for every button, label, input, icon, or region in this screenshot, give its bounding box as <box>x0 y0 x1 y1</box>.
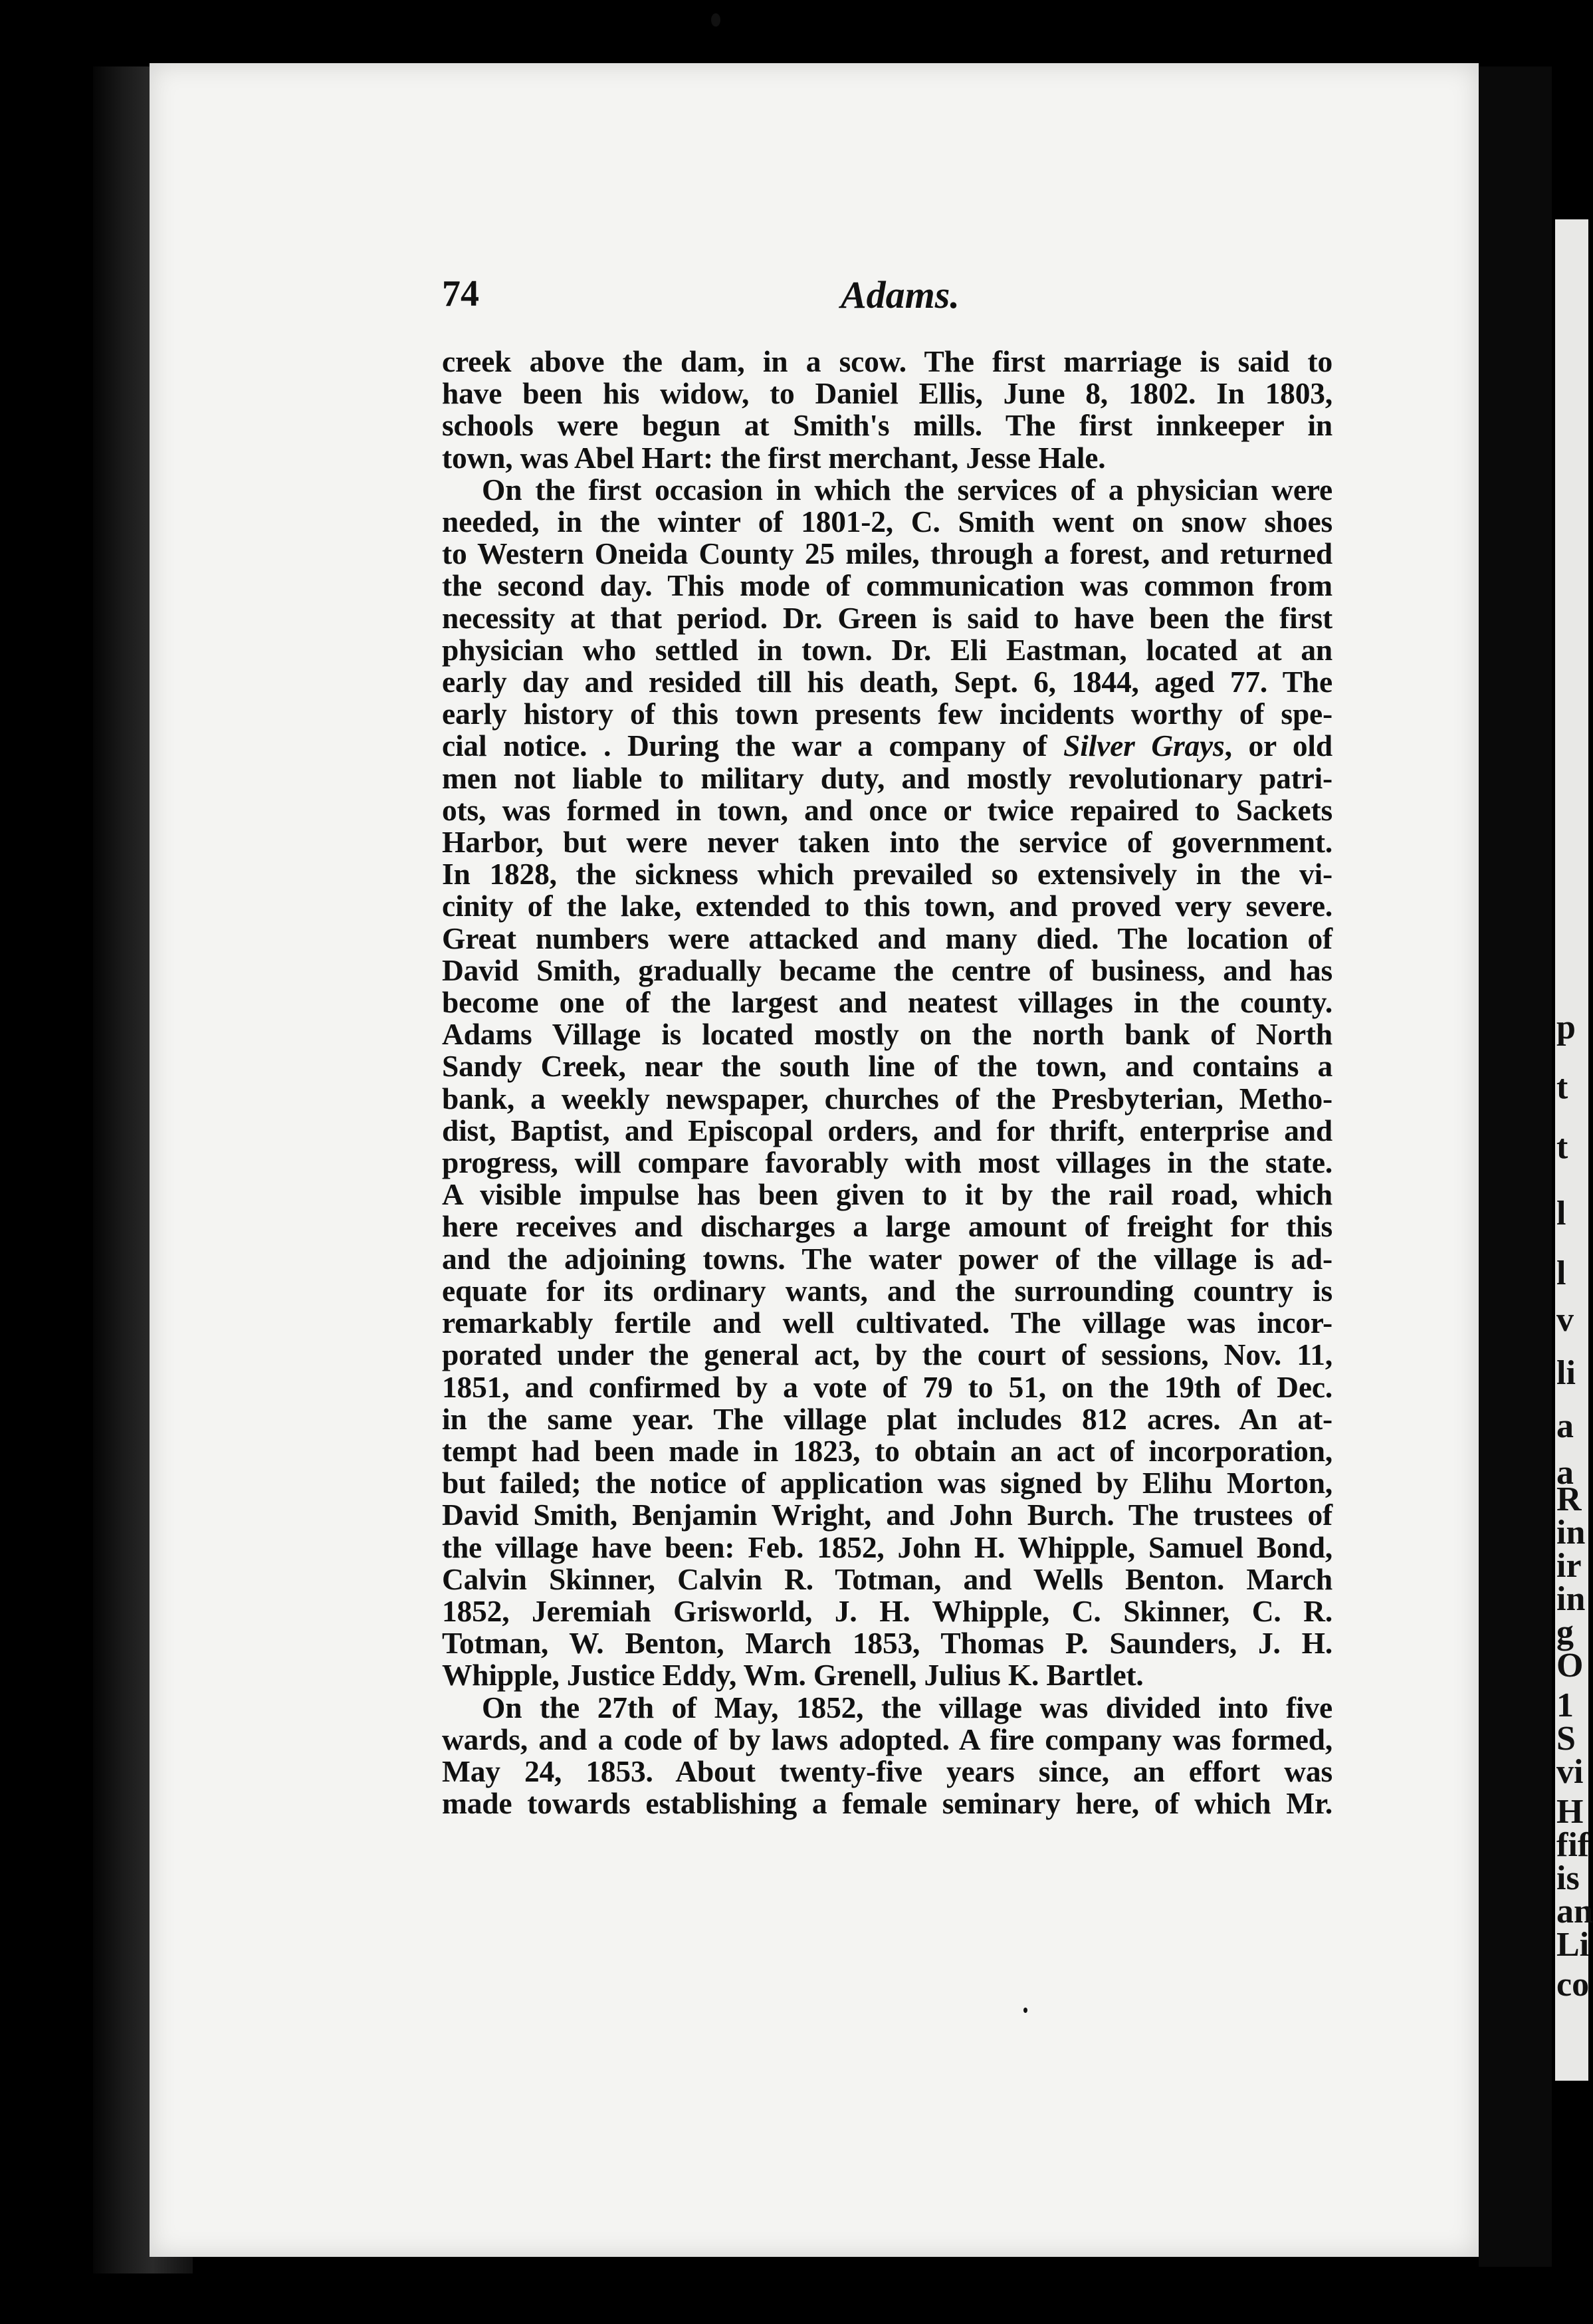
text-line: but failed; the notice of application was signed by Elihu Morton, <box>442 1466 1332 1500</box>
running-head-title: Adams. <box>841 273 960 316</box>
text-line: Totman, W. Benton, March 1853, Thomas P. Saunders, J. H. <box>442 1626 1332 1661</box>
body-text <box>442 346 1332 1819</box>
text-line: tempt had been made in 1823, to obtain an act of incorporation, <box>442 1433 1332 1468</box>
text-line: Adams Village is located mostly on the north bank of North <box>442 1017 1332 1052</box>
text-line: ots, was formed in town, and once or twice repaired to Sackets <box>442 792 1332 827</box>
text-line: have been his widow, to Daniel Ellis, June 8, 1802. In 1803, <box>442 376 1332 411</box>
text-line: progress, will compare favorably with most villages in the state. <box>442 1145 1332 1180</box>
text-line: remarkably fertile and well cultivated. The village was incor- <box>442 1306 1332 1340</box>
text-line: 1851, and confirmed by a vote of 79 to 51, on the 19th of Dec. <box>442 1369 1332 1404</box>
scan-speck <box>1023 2008 1027 2013</box>
adjacent-page-fragment: co <box>1556 1966 1590 2004</box>
adjacent-page-fragment: l <box>1556 1195 1566 1232</box>
adjacent-page-fragment: l <box>1556 1254 1566 1292</box>
adjacent-page-edge <box>1555 219 1593 2081</box>
adjacent-page-fragment: S <box>1556 1720 1576 1758</box>
text-line: the village have been: Feb. 1852, John H. Whipple, Samuel Bond, <box>442 1530 1332 1564</box>
adjacent-page-fragment: R <box>1556 1480 1582 1518</box>
book-gutter-right <box>1479 66 1552 2267</box>
text-line: and the adjoining towns. The water power of the village is ad- <box>442 1241 1332 1276</box>
text-line: the second day. This mode of communication was common from <box>442 568 1332 603</box>
adjacent-page-fragment: Li <box>1556 1926 1590 1964</box>
text-line: cinity of the lake, extended to this town, and proved very severe. <box>442 889 1332 923</box>
adjacent-page-fragment: O <box>1556 1647 1584 1685</box>
text-line: On the first occasion in which the services of a physician were <box>482 472 1332 507</box>
adjacent-page-fragment: in <box>1556 1580 1586 1618</box>
text-line: Great numbers were attacked and many died. The location of <box>442 921 1332 955</box>
text-line: wards, and a code of by laws adopted. A fire company was formed, <box>442 1722 1332 1756</box>
text-line: Sandy Creek, near the south line of the town, and contains a <box>442 1049 1332 1084</box>
text-line: necessity at that period. Dr. Green is said to have been the first <box>442 600 1332 635</box>
text-line: in the same year. The village plat includes 812 acres. An at- <box>442 1401 1332 1436</box>
adjacent-page-fragment: fif <box>1556 1826 1590 1864</box>
text-line: become one of the largest and neatest villages in the county. <box>442 985 1332 1020</box>
adjacent-page-fragment: v <box>1556 1301 1574 1339</box>
text-line: creek above the dam, in a scow. The first marriage is said to <box>442 344 1332 378</box>
text-line: town, was Abel Hart: the first merchant, Jesse Hale. <box>442 440 1106 475</box>
running-head <box>442 273 1329 326</box>
text-line: physician who settled in town. Dr. Eli Eastman, located at an <box>442 632 1332 667</box>
adjacent-page-fragment: li <box>1556 1354 1576 1392</box>
text-line: schools were begun at Smith's mills. The first innkeeper in <box>442 408 1332 443</box>
adjacent-page-fragment: p <box>1556 1008 1576 1046</box>
adjacent-page-fragment: vi <box>1556 1753 1584 1791</box>
text-line: needed, in the winter of 1801-2, C. Smith went on snow shoes <box>442 505 1332 539</box>
text-line: bank, a weekly newspaper, churches of the Presbyterian, Metho- <box>442 1081 1332 1115</box>
text-line: made towards establishing a female seminary here, of which Mr. <box>442 1786 1332 1821</box>
page-number: 74 <box>442 273 479 314</box>
text-line: to Western Oneida County 25 miles, through a forest, and returned <box>442 536 1332 571</box>
text-line: here receives and discharges a large amount of freight for this <box>442 1209 1332 1244</box>
text-line: On the 27th of May, 1852, the village was divided into five <box>482 1690 1332 1724</box>
scan-speck <box>711 13 720 27</box>
text-line: Calvin Skinner, Calvin R. Totman, and Wells Benton. March <box>442 1562 1332 1596</box>
text-line: equate for its ordinary wants, and the surrounding country is <box>442 1273 1332 1308</box>
text-line: cial notice. . During the war a company of Silver Grays, or old <box>442 729 1332 763</box>
text-line: 1852, Jeremiah Grisworld, J. H. Whipple, C. Skinner, C. R. <box>442 1593 1332 1628</box>
adjacent-page-fragment: is <box>1556 1859 1580 1897</box>
text-line: In 1828, the sickness which prevailed so extensively in the vi- <box>442 857 1332 891</box>
adjacent-page-fragment: an <box>1556 1893 1593 1930</box>
adjacent-page-fragment: H <box>1556 1793 1584 1831</box>
text-line: early day and resided till his death, Sept. 6, 1844, aged 77. The <box>442 665 1332 699</box>
text-line: dist, Baptist, and Episcopal orders, and for thrift, enterprise and <box>442 1113 1332 1147</box>
adjacent-page-fragment: t <box>1556 1128 1568 1166</box>
text-line: Whipple, Justice Eddy, Wm. Grenell, Julius K. Bartlet. <box>442 1658 1144 1692</box>
text-line: porated under the general act, by the court of sessions, Nov. 11, <box>442 1337 1332 1372</box>
text-line: David Smith, Benjamin Wright, and John Burch. The trustees of <box>442 1498 1332 1532</box>
text-line: early history of this town presents few incidents worthy of spe- <box>442 697 1332 731</box>
text-line: Harbor, but were never taken into the service of government. <box>442 825 1332 860</box>
adjacent-page-fragment: a <box>1556 1454 1574 1492</box>
adjacent-page-fragment: in <box>1556 1514 1586 1552</box>
text-line: May 24, 1853. About twenty-five years since, an effort was <box>442 1754 1332 1788</box>
text-line: David Smith, gradually became the centre of business, and has <box>442 953 1332 987</box>
adjacent-page-fragment: g <box>1556 1613 1574 1651</box>
adjacent-page-fragment: 1 <box>1556 1686 1574 1724</box>
adjacent-page-fragment: t <box>1556 1068 1568 1106</box>
adjacent-page-fragment: a <box>1556 1407 1574 1445</box>
adjacent-page-fragment: ir <box>1556 1547 1582 1585</box>
text-line: A visible impulse has been given to it by the rail road, which <box>442 1177 1332 1212</box>
text-line: men not liable to military duty, and mostly revolutionary patri- <box>442 760 1332 795</box>
